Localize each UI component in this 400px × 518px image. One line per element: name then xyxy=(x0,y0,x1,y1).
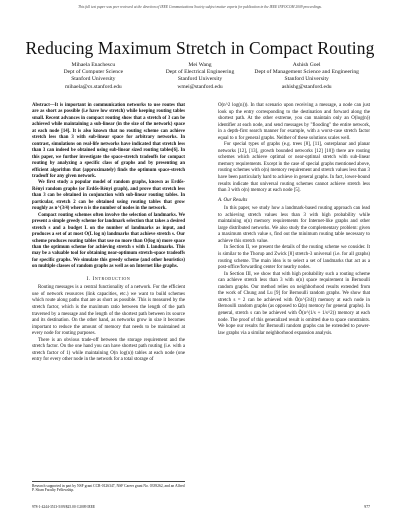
author-email[interactable]: wmei@stanford.edu xyxy=(177,83,223,90)
body-paragraph: There is an obvious trade-off between the storage requirement and the stretch factor. On the one hand you can have shortest path routing (i.e. with a stretch factor of 1) while maintaining O(n log(n)) tables at each node (one entry for every other node in the network for a total storage of xyxy=(32,337,185,363)
section-heading: I. Introduction xyxy=(86,275,131,282)
body-paragraph: In Section II, we present the details of the routing scheme we consider. It is similar to the Thorup and Zwick [8] stretch-3 universal (i.e. for all graphs) routing scheme. The main idea is to select a set of landmarks that act as a post-office/forwarding center for nearby nodes. xyxy=(218,245,370,271)
abstract xyxy=(32,103,185,271)
author-dept: Dept of Management Science and Engineering xyxy=(254,69,359,76)
author-email[interactable]: ashishg@stanford.edu xyxy=(281,83,332,90)
abstract-paragraph: Abstract—It is important in communication networks to use routes that are as short as possible (i.e have low stretch) while keeping routing tables small. Recent advances in compact routing show that a stretch of 3 can be achieved while maintaining a sub-linear (in the size of the network) space at each node [14]. It is also known that no routing scheme can achieve stretch less than 3 with sub-linear space for arbitrary networks. In contrast, simulations on real-life networks have indicated that stretch less than 3 can indeed be obtained using sub-linear sized routing tables[6]. In this paper, we further investigate the space-stretch tradeoffs for compact routing by analyzing a specific class of graphs and by presenting an efficient algorithm that (approximately) finds the optimum space-stretch tradeoff for any given network. xyxy=(32,103,185,179)
author-dept: Dept of Electrical Engineering xyxy=(165,69,235,76)
left-column xyxy=(32,103,185,364)
author-university: Stanford University xyxy=(284,76,329,83)
paper-title: Reducing Maximum Stretch in Compact Routing xyxy=(25,38,375,58)
author-name: Mei Wang xyxy=(188,62,212,68)
author-block xyxy=(40,62,360,91)
introduction-body xyxy=(32,285,185,364)
author-name: Ashish Goel xyxy=(292,62,321,68)
peer-review-banner: This full text paper was peer reviewed at the direction of IEEE Communications Society subject matter experts for publication in the IEEE INFOCOM 2009 proceedings. xyxy=(78,5,322,9)
author-dept: Dept of Computer Science xyxy=(63,69,124,76)
body-paragraph: In Section III, we show that with high probability such a routing scheme can achieve stretch less than 3 with o(n) space requirement in Bernoulli random graphs. Our method relies on neighborhood results extended from the work of Chung and Lu [9] for Bernoulli random graphs. We show that stretch s = 2 can be achieved with Õ(n^(3/4)) memory at each node in Bernoulli random graphs (as opposed to Ω(n) memory for general graphs). In general, stretch s can be achieved with Õ(n^(1/s + 1/s^2)) memory at each node. The proof of this generalized result is omitted due to space constraints. We hope our results for Bernoulli random graphs can be extended to power-law graphs via a similar neighborhood expansion analysis. xyxy=(218,271,370,336)
author-3 xyxy=(253,62,360,91)
footnote: Research supported in part by NSF grant CCR-0126347, NSF Career grant No. 0339262, and an Alfred P. Sloan Faculty Fellowship. xyxy=(32,481,185,493)
author-2 xyxy=(147,62,254,91)
abstract-paragraph: Compact routing schemes often involve the selection of landmarks. We present a simple greedy scheme for landmark selection that takes a desired stretch s and a budget L on the number of landmarks as input, and produces a set of at most O(L log n) landmarks that achieve stretch s. Our scheme produces routing tables that use no more than O(log n) more space than the optimum scheme for achieving stretch s with L landmarks. This may be a valuable tool for obtaining near-optimum stretch-space tradeoffs for specific graphs. We simulate this greedy scheme (and other heuristics) on multiple classes of random graphs as well as on Internet like graphs. xyxy=(32,212,185,270)
page-number: 977 xyxy=(364,505,370,509)
author-name: Mihaela Enachescu xyxy=(71,62,116,68)
author-1 xyxy=(40,62,147,91)
subsection-heading: A. Our Results xyxy=(218,197,248,203)
body-paragraph: For special types of graphs (e.g. trees [8], [11], outerplanar and planar networks [12], [13], growth bounded networks [12] [10]) there are routing schemes which achieve optimal or near-optimal stretch with sub-linear memory requirements. Except in the case of special graphs mentioned above, routing schemes with o(n) memory requirement and stretch values less than 3 have been particularly hard to achieve in general graphs. In fact, lower-bound results indicate that universal routing schemes cannot achieve stretch less than 3 with o(n) memory at each node [5]. xyxy=(218,142,370,194)
author-university: Stanford University xyxy=(177,76,223,83)
abstract-paragraph: We first study a popular model of random graphs, known as Erdős-Rényi random graphs (or Erdős-Rényi graph), and prove that stretch less than 3 can be obtained in conjunction with sub-linear routing tables. In particular, stretch 2 can be obtained using routing tables that grow roughly as n^(3/4) where n is the number of nodes in the network. xyxy=(32,180,185,212)
right-column xyxy=(218,103,370,337)
author-university: Stanford University xyxy=(71,76,116,83)
author-email[interactable]: mihaela@cs.stanford.edu xyxy=(64,83,122,90)
body-paragraph: Routing messages is a central functionality of a network. For the efficient use of network resources (link capacities, etc.) we want to build schemes which route along paths that are as short as possible. This is measured by the stretch factor, which is the maximum ratio between the length of the path traversed by a message and the length of the shortest path between its source and its destination. On the other hand, as networks grow in size it becomes important to reduce the amount of memory that needs to be maintained at every node for routing purposes. xyxy=(32,285,185,337)
body-paragraph: O(n^2 log(n))). In that scenario upon receiving a message, a node can just look up the entry corresponding to the destination and forward along the shortest path. At the other extreme, you can maintain only an O(log(n)) identifier at each node, and send messages by "flooding" the entire network, in a depth-first search manner for example, with a worst-case stretch factor equal to n for general graphs. Neither of these solutions scales well. xyxy=(218,103,370,141)
copyright-footer: 978-1-4244-3513-5/09/$25.00 ©2009 IEEE xyxy=(32,505,96,509)
body-paragraph: In this paper, we study how a landmark-based routing approach can lead to achieving stretch values less than 3 with high probability while maintaining o(n) memory requirements for Internet-like graphs and other large distributed networks. We also study the complementary problem: given a maximum stretch value s, find out the minimum routing table necessary to achieve this stretch value. xyxy=(218,206,370,244)
